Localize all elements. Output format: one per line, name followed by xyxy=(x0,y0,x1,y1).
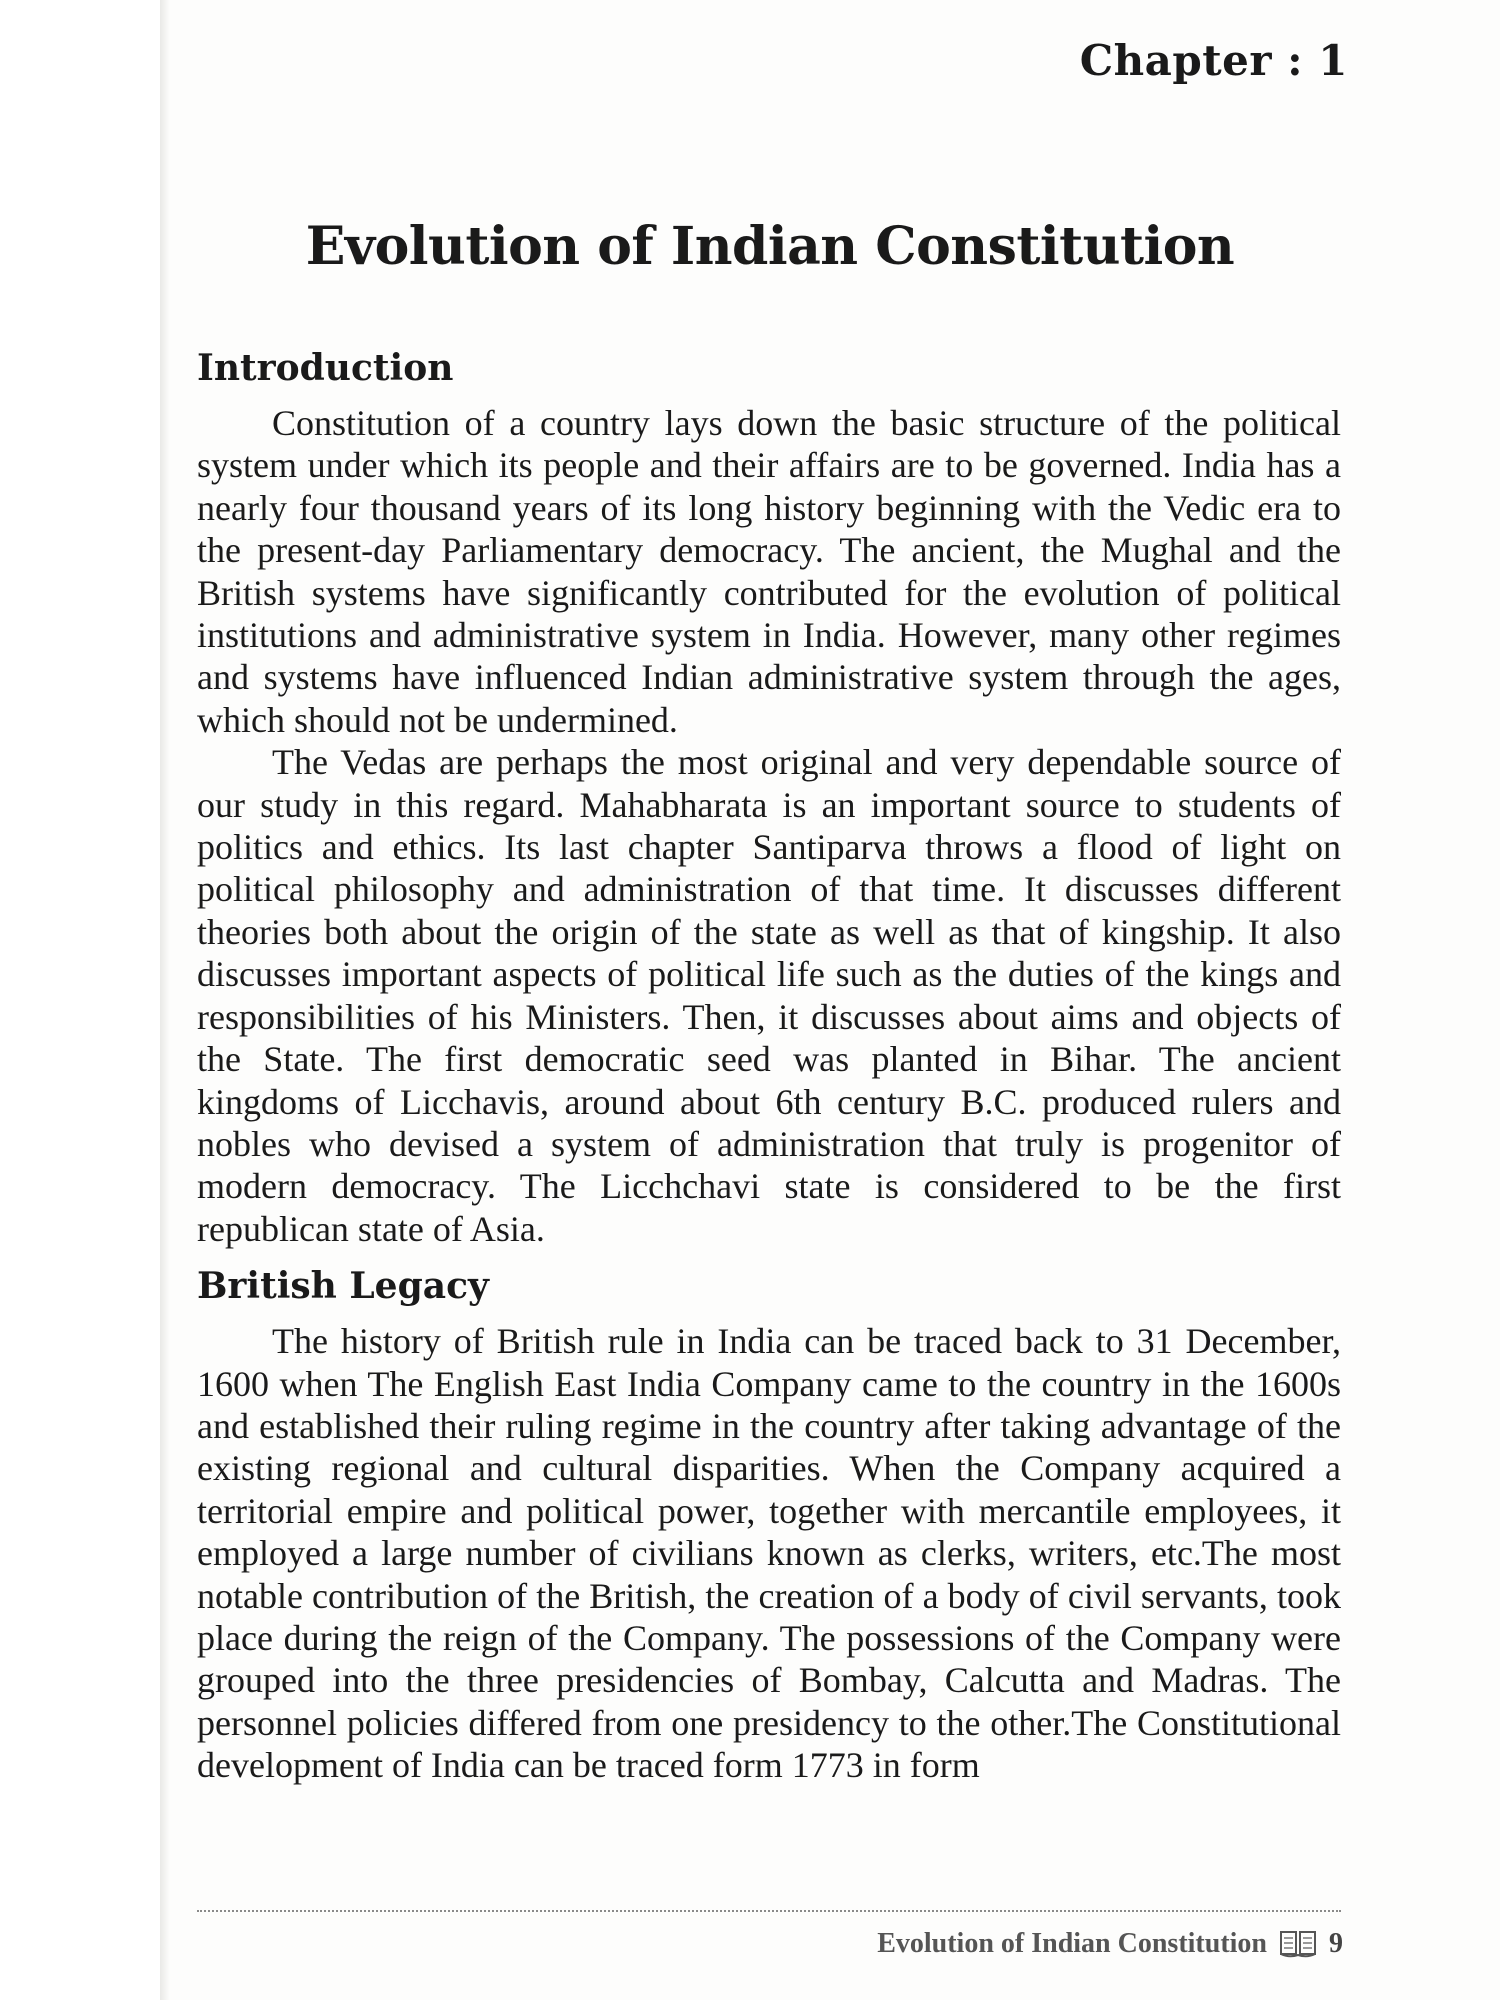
section-heading-british-legacy: British Legacy xyxy=(197,1265,489,1308)
book-icon xyxy=(1279,1929,1317,1959)
page-footer xyxy=(877,1928,1343,1960)
body-paragraph: The history of British rule in India can be traced back to 31 December, 1600 when The English East India Company came to the country in the 1600s and established their ruling regime in the country after taking advantage of the existing regional and cultural disparities. When the Company acquired a territorial empire and political power, together with mercantile employees, it employed a large number of civilians known as clerks, writers, etc.The most notable contribution of the British, the creation of a body of civil servants, took place during the reign of the Company. The possessions of the Company were grouped into the three presidencies of Bombay, Calcutta and Madras. The personnel policies differed from one presidency to the other.The Constitutional development of India can be traced form 1773 in form xyxy=(197,1321,1341,1786)
section-heading-introduction: Introduction xyxy=(197,347,454,389)
chapter-title: Evolution of Indian Constitution xyxy=(305,216,1235,277)
section-british-legacy xyxy=(197,1258,1341,1786)
section-introduction xyxy=(197,340,1341,1250)
page-content xyxy=(197,340,1341,1787)
page-number: 9 xyxy=(1329,1928,1343,1959)
page-gutter-shadow xyxy=(160,0,170,2000)
footer-divider xyxy=(197,1910,1341,1912)
body-paragraph: Constitution of a country lays down the basic structure of the political system under which its people and their affairs are to be governed. India has a nearly four thousand years of its long history beginning with the Vedic era to the present-day Parliamentary democracy. The ancient, the Mughal and the British systems have significantly contributed for the evolution of political institutions and administrative system in India. However, many other regimes and systems have influenced Indian administrative system through the ages, which should not be undermined. xyxy=(197,403,1341,740)
chapter-label: Chapter : 1 xyxy=(1079,36,1348,85)
running-title: Evolution of Indian Constitution xyxy=(877,1928,1267,1959)
body-paragraph: The Vedas are perhaps the most original and very dependable source of our study in this regard. Mahabharata is an important source to students of politics and ethics. Its last chapter Santiparva throws a flood of light on political philosophy and administration of that time. It discusses different theories both about the origin of the state as well as that of kingship. It also discusses important aspects of political life such as the duties of the kings and responsibilities of his Ministers. Then, it discusses about aims and objects of the State. The first democratic seed was planted in Bihar. The ancient kingdoms of Licchavis, around about 6th century B.C. produced rulers and nobles who devised a system of administration that truly is progenitor of modern democracy. The Licchchavi state is considered to be the first republican state of Asia. xyxy=(197,742,1341,1249)
